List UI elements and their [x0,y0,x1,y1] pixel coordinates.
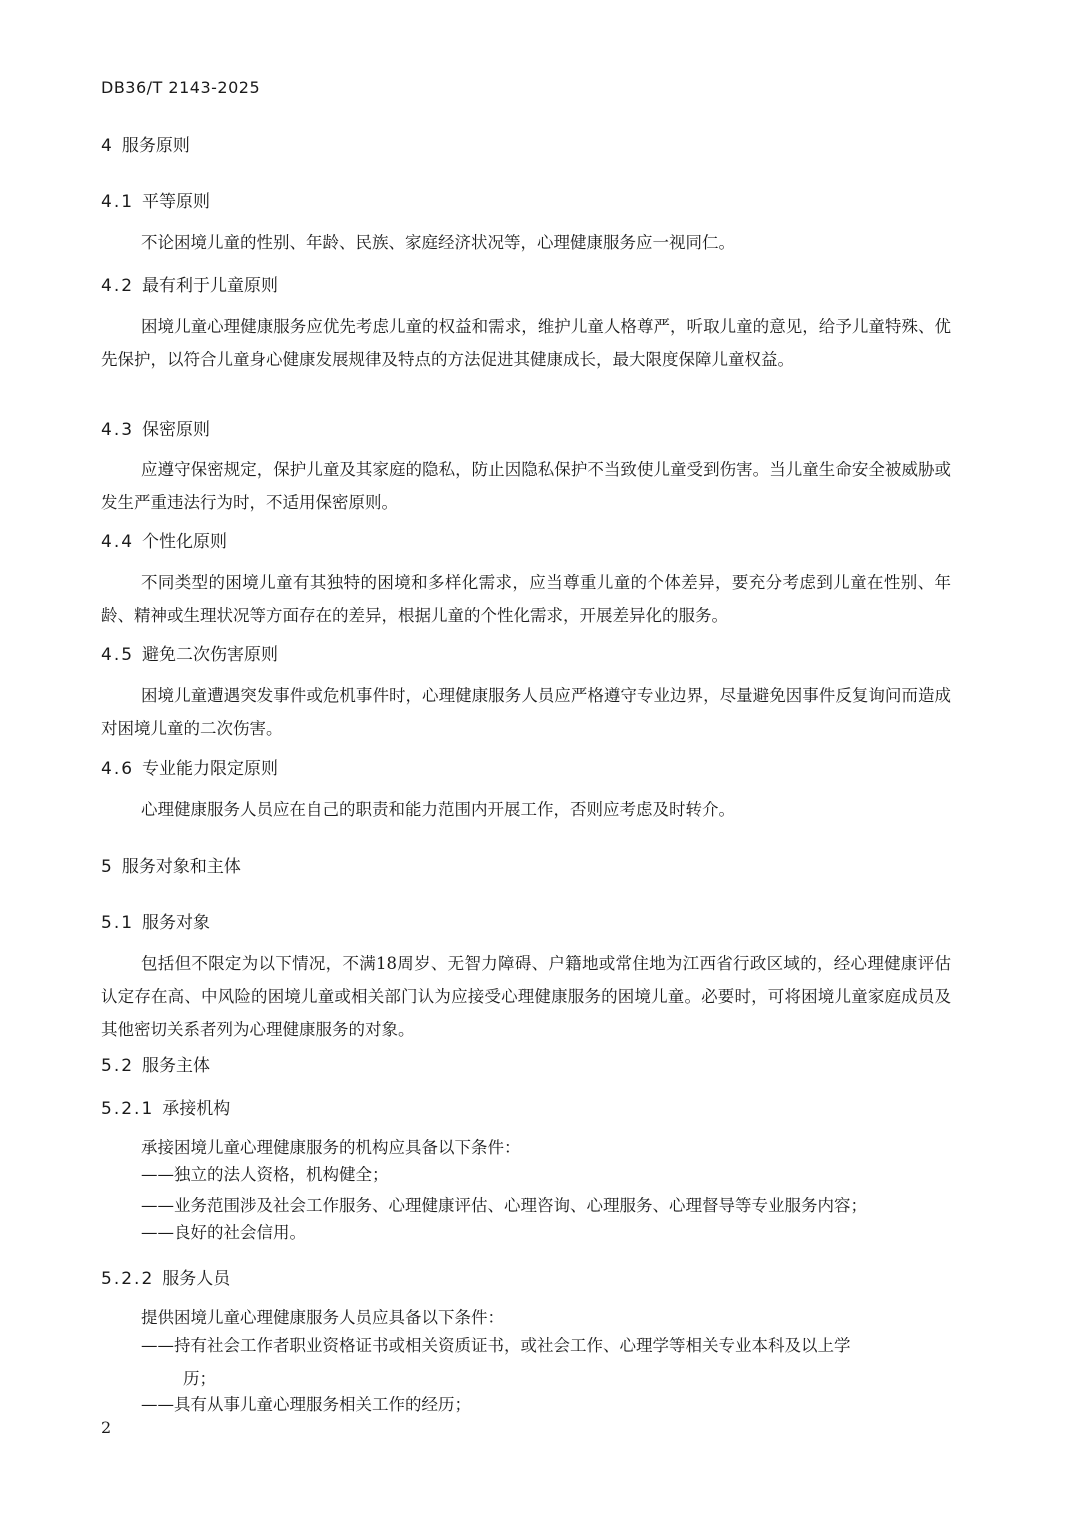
section-heading-5: 5 服务对象和主体 [101,857,241,877]
paragraph-5-2-2-intro: 提供困境儿童心理健康服务人员应具备以下条件： [141,1308,504,1327]
list-item: ——持有社会工作者职业资格证书或相关资质证书，或社会工作、心理学等相关专业本科及以上学 历； [141,1336,851,1388]
document-code: DB36/T 2143-2025 [101,78,261,97]
paragraph-4-6: 心理健康服务人员应在自己的职责和能力范围内开展工作，否则应考虑及时转介。 [141,800,735,819]
paragraph-4-5: 困境儿童遭遇突发事件或危机事件时，心理健康服务人员应严格遵守专业边界，尽量避免因事件反复询问而造成对困境儿童的二次伤害。 [101,686,951,738]
page-number: 2 [101,1418,112,1437]
paragraph-5-2-1-intro: 承接困境儿童心理健康服务的机构应具备以下条件： [141,1138,521,1157]
list-item: ——具有从事儿童心理服务相关工作的经历； [141,1395,471,1414]
section-heading-5-1: 5.1 服务对象 [101,913,211,933]
paragraph-5-1: 包括但不限定为以下情况，不满18周岁、无智力障碍、户籍地或常住地为江西省行政区域的，经心理健康评估认定存在高、中风险的困境儿童或相关部门认为应接受心理健康服务的困境儿童。必要时，可将困境儿童家庭成员及其他密切关系者列为心理健康服务的对象。 [101,954,951,1039]
list-item: ——良好的社会信用。 [141,1223,306,1242]
section-heading-4-4: 4.4 个性化原则 [101,532,228,552]
paragraph-4-4: 不同类型的困境儿童有其独特的困境和多样化需求，应当尊重儿童的个体差异，要充分考虑到儿童在性别、年龄、精神或生理状况等方面存在的差异，根据儿童的个性化需求，开展差异化的服务。 [101,573,951,625]
section-heading-5-2-2: 5.2.2 服务人员 [101,1269,231,1289]
paragraph-4-2: 困境儿童心理健康服务应优先考虑儿童的权益和需求，维护儿童人格尊严，听取儿童的意见，给予儿童特殊、优先保护，以符合儿童身心健康发展规律及特点的方法促进其健康成长，最大限度保障儿童权益。 [101,317,951,369]
section-heading-4-1: 4.1 平等原则 [101,192,211,212]
section-heading-5-2: 5.2 服务主体 [101,1056,211,1076]
paragraph-4-3: 应遵守保密规定，保护儿童及其家庭的隐私，防止因隐私保护不当致使儿童受到伤害。当儿童生命安全被威胁或发生严重违法行为时，不适用保密原则。 [101,460,951,512]
section-heading-4-6: 4.6 专业能力限定原则 [101,759,279,779]
paragraph-4-1: 不论困境儿童的性别、年龄、民族、家庭经济状况等，心理健康服务应一视同仁。 [141,233,735,252]
section-heading-4: 4 服务原则 [101,136,190,156]
section-heading-4-5: 4.5 避免二次伤害原则 [101,645,279,665]
section-heading-4-3: 4.3 保密原则 [101,420,211,440]
section-heading-5-2-1: 5.2.1 承接机构 [101,1099,231,1119]
section-heading-4-2: 4.2 最有利于儿童原则 [101,276,279,296]
list-item: ——独立的法人资格，机构健全； [141,1165,389,1184]
list-item: ——业务范围涉及社会工作服务、心理健康评估、心理咨询、心理服务、心理督导等专业服务内容； [141,1196,867,1215]
